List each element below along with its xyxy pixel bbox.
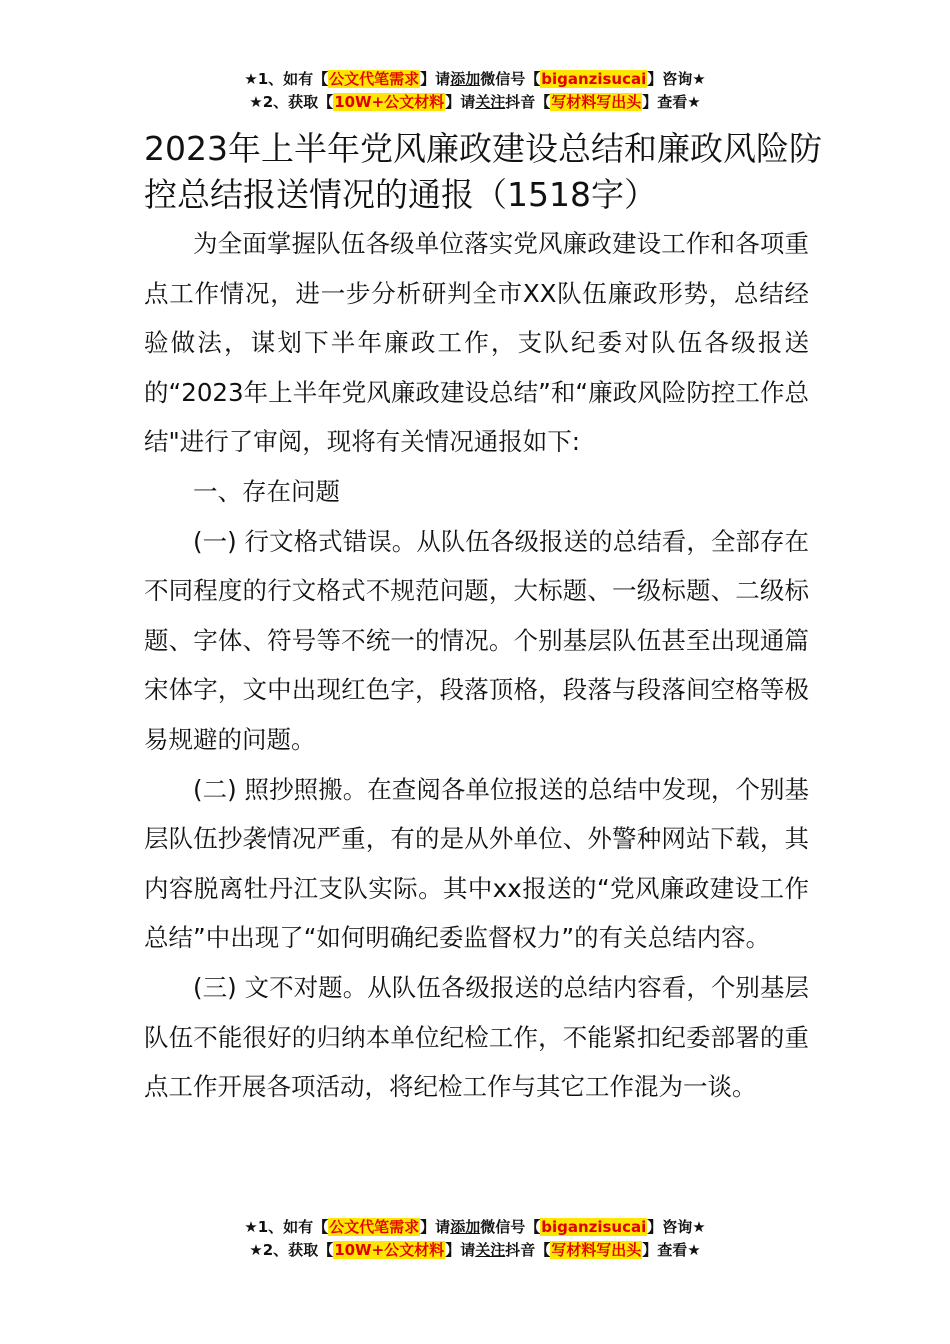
ad-text: 】请: [445, 93, 476, 111]
ad-highlight: 公文代笔需求: [329, 70, 420, 88]
ad-text: 】请: [445, 1241, 476, 1259]
body-paragraph: (一) 行文格式错误。从队伍各级报送的总结看，全部存在不同程度的行文格式不规范问题，大标题、一级标题、二级标题、字体、符号等不统一的情况。个别基层队伍甚至出现通篇宋体字，文中出现红色字，段落顶格，段落与段落间空格等极易规避的问题。: [144, 526, 809, 754]
ad-text: 微信号【: [480, 1218, 541, 1236]
ad-douyin-id: 写材料写出头: [551, 93, 642, 111]
ad-highlight: 10W+公文材料: [334, 93, 445, 111]
document-title: 2023年上半年党风廉政建设总结和廉政风险防控总结报送情况的通报（1518字）: [144, 129, 822, 214]
ad-text: 抖音【: [505, 93, 551, 111]
ad-text: 微信号【: [480, 70, 541, 88]
ad-text-underlined: 关注: [475, 1241, 506, 1259]
ad-wechat-id: biganzisucai: [541, 70, 647, 88]
ad-text: 】请: [420, 1218, 451, 1236]
ad-highlight: 10W+公文材料: [334, 1241, 445, 1259]
ad-text: 】查看★: [642, 1241, 701, 1259]
ad-text: ★1、如有【: [244, 70, 329, 88]
ad-line-1: [0, 68, 950, 91]
ad-line-2: [0, 91, 950, 114]
section-heading: 一、存在问题: [193, 476, 340, 506]
ad-douyin-id: 写材料写出头: [551, 1241, 642, 1259]
ad-text: 抖音【: [505, 1241, 551, 1259]
ad-text-underlined: 添加: [450, 70, 481, 88]
ad-text: 】咨询★: [647, 1218, 706, 1236]
bottom-ad-banner: [0, 1216, 950, 1262]
ad-line-2: [0, 1239, 950, 1262]
ad-highlight: 公文代笔需求: [329, 1218, 420, 1236]
intro-paragraph: 为全面掌握队伍各级单位落实党风廉政建设工作和各项重点工作情况，进一步分析研判全市XX队伍廉政形势，总结经验做法，谋划下半年廉政工作，支队纪委对队伍各级报送的“2023年上半年党风廉政建设总结”和“廉政风险防控工作总结"进行了审阅，现将有关情况通报如下:: [144, 229, 809, 457]
ad-text-underlined: 添加: [450, 1218, 481, 1236]
top-ad-banner: [0, 68, 950, 114]
ad-text: ★2、获取【: [249, 1241, 334, 1259]
ad-text: 】请: [420, 70, 451, 88]
ad-text-underlined: 关注: [475, 93, 506, 111]
body-paragraph: (二) 照抄照搬。在查阅各单位报送的总结中发现，个别基层队伍抄袭情况严重，有的是从外单位、外警种网站下载，其内容脱离牡丹江支队实际。其中xx报送的“党风廉政建设工作总结”中出现了“如何明确纪委监督权力”的有关总结内容。: [144, 774, 809, 953]
document-body: [144, 219, 809, 1112]
ad-wechat-id: biganzisucai: [541, 1218, 647, 1236]
body-paragraph: (三) 文不对题。从队伍各级报送的总结内容看，个别基层队伍不能很好的归纳本单位纪检工作，不能紧扣纪委部署的重点工作开展各项活动，将纪检工作与其它工作混为一谈。: [144, 972, 809, 1102]
ad-text: ★2、获取【: [249, 93, 334, 111]
ad-text: ★1、如有【: [244, 1218, 329, 1236]
ad-line-1: [0, 1216, 950, 1239]
ad-text: 】查看★: [642, 93, 701, 111]
ad-text: 】咨询★: [647, 70, 706, 88]
